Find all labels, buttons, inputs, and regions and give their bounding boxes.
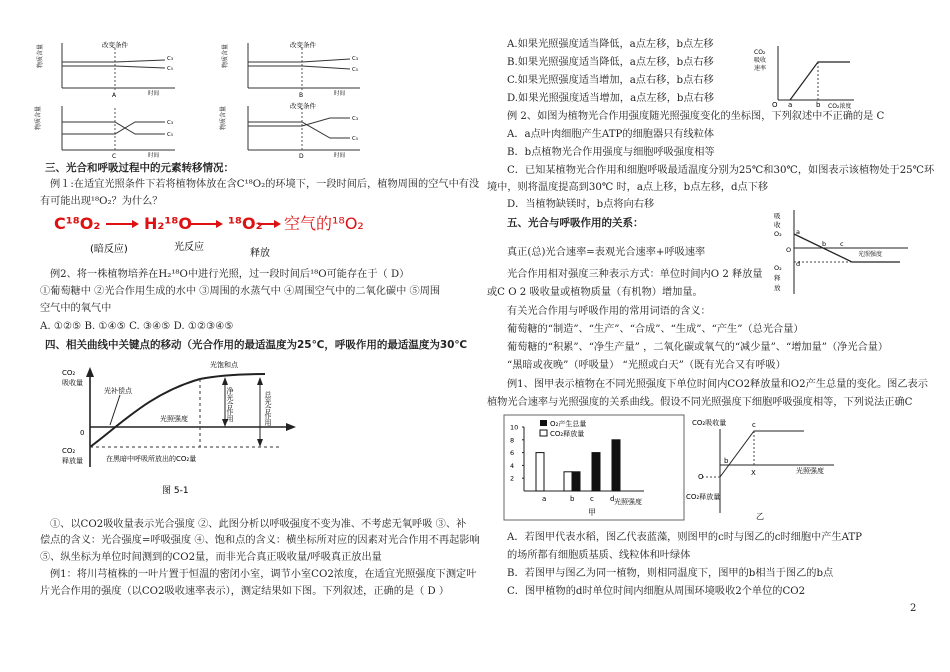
svg-text:X: X [751,469,756,477]
chart-caption: 甲 [588,508,596,517]
figure-1 [36,40,175,99]
example-2-option-a: A．a点叶肉细胞产生ATP的细胞器只有线粒体 [507,129,715,140]
section-5-heading: 五、光合与呼吸作用的关系： [507,217,644,229]
example-2-option-d: D．当植物缺镁时，b点将向右移 [507,199,655,210]
svg-text:¹⁸O₂: ¹⁸O₂ [228,214,263,233]
svg-text:CO₂: CO₂ [62,447,76,455]
bar-o2-b [572,472,580,491]
terms-line-1: 葡萄糖的“制造”、“生产”、“合成”、“生成”、“产生”（总光合量） [507,324,804,335]
page-number: 2 [910,603,917,614]
x-tick-label: d [610,495,615,503]
svg-text:b: b [724,457,729,465]
svg-text:b: b [822,240,827,248]
svg-text:a: a [796,228,800,236]
chart-yi [684,415,844,520]
svg-text:改变条件: 改变条件 [290,41,316,49]
example-1-text: 例１:在适宜光照条件下若将植物体放在含C¹⁸O₂的环境下，一段时间后，植物周围的空气中有没 [50,179,480,190]
answer-a-2: 的场所都有细胞质基质、线粒体和叶绿体 [507,550,691,561]
svg-text:空气的¹⁸O₂: 空气的¹⁸O₂ [284,214,364,233]
svg-text:在黑暗中呼吸所放出的CO₂量: 在黑暗中呼吸所放出的CO₂量 [106,455,197,463]
condition-change-figures [35,38,370,160]
svg-text:C₃: C₃ [167,120,174,126]
svg-text:释放: 释放 [250,248,270,259]
svg-text:O₂: O₂ [774,264,782,272]
x-tick-label: b [570,495,575,503]
svg-text:物质含量: 物质含量 [222,43,229,68]
svg-text:光饱和点: 光饱和点 [210,361,238,369]
svg-text:C₃: C₃ [352,56,359,62]
y-tick-label: 8 [510,436,515,445]
figure-3 [34,106,175,160]
svg-text:速率: 速率 [754,65,767,72]
light-response-curve-figure [60,355,310,500]
chart-xlabel: 光照强度 [614,498,642,506]
svg-text:CO₂: CO₂ [62,369,76,377]
svg-text:CO₂释放量: CO₂释放量 [686,493,721,501]
section-4-heading: 四、相关曲线中关键点的移动（光合作用的最适温度为25℃，呼吸作用的最适温度为30℃ [45,339,468,351]
option-b: B.如果光照强度适当降低，a点左移，b点右移 [507,57,714,68]
svg-text:d: d [796,260,801,268]
y-tick-label: 10 [510,423,519,432]
notes-line-1: ①、以CO2吸收量表示光合强度 ②、此图分析以呼吸强度不变为准、不考虑无氧呼吸 ③、补 [50,519,467,530]
x-tick-label: a [542,495,547,503]
example-2-option-c: C．已知某植物光合作用和细胞呼吸最适温度分别为25℃和30℃，如图表示该植物处于25℃环 [507,165,935,176]
svg-text:图 5-1: 图 5-1 [162,486,189,496]
svg-text:改变条件: 改变条件 [290,102,316,110]
example-1-text-2: 有可能出现¹⁸O₂？为什么？ [40,196,163,207]
o2-light-figure [772,206,912,298]
option-a: A.如果光照强度适当降低，a点左移，b点左移 [507,39,714,50]
svg-text:O₂: O₂ [774,230,782,238]
example-2-option-c-2: 境中，则将温度提高到30℃ 时，a点上移，b点左移，d点下移 [487,182,769,193]
section-3-heading: 三、光合和呼吸过程中的元素转移情况： [45,162,234,174]
svg-text:O: O [772,101,778,109]
formula-text: 真正(总)光合速率=表观光合速率+呼吸速率 [507,247,706,258]
svg-text:CO₂吸收量: CO₂吸收量 [692,419,727,427]
svg-text:光补偿点: 光补偿点 [104,387,132,395]
legend-o2: O₂产生总量 [550,420,587,428]
svg-text:c: c [840,240,844,248]
svg-text:CO₂: CO₂ [754,49,766,56]
svg-text:C₃: C₃ [167,56,174,62]
answer-c: C．图甲植物的d时单位时间内细胞从周围环境吸收2个单位的CO2 [507,586,806,597]
answer-a: A．若图甲代表水稻，图乙代表蓝藻，则图甲的c时与图乙的c时细胞中产生ATP [507,532,863,543]
svg-text:(暗反应): (暗反应) [90,244,128,255]
svg-text:吸: 吸 [774,212,781,220]
y-tick-label: 2 [510,474,515,483]
figure-4 [219,101,360,160]
svg-text:O: O [698,473,704,481]
bar-co2-b [564,472,572,491]
svg-text:物质含量: 物质含量 [35,105,42,130]
svg-text:b: b [816,101,821,109]
svg-text:光照强度: 光照强度 [796,467,824,475]
example-2-options: A. ①②⑤ B. ①④⑤ C. ③④⑤ D. ①②③④⑤ [40,321,234,332]
figure-2 [221,40,360,99]
legend-co2: CO₂释放量 [550,430,585,438]
svg-text:C₃: C₃ [352,116,359,122]
svg-text:C₅: C₅ [167,66,174,72]
x-tick-label: c [590,495,594,503]
example-3-text-2: 片光合作用的强度（以CO2吸收速率表示），测定结果如下图。下列叙述，正确的是（ D ） [40,586,450,597]
svg-text:放: 放 [774,284,781,292]
svg-text:C₅: C₅ [167,132,174,138]
svg-text:A: A [112,92,117,99]
example-2-option-b: B．b点植物光合作用强度与细胞呼吸强度相等 [507,147,715,158]
bar-co2-a [536,453,544,491]
svg-text:时间: 时间 [334,91,346,97]
y-tick-label: 4 [510,461,515,470]
terms-line-2: 葡萄糖的“积累”、“净生产量” ，二氧化碳或氧气的“减少量”、“增加量”（净光合量） [507,342,889,353]
bar-chart-jia [504,415,684,520]
svg-text:时间: 时间 [148,153,160,159]
representation-text-2: 或C O 2 吸收量或植物质量（有机物）增加量。 [487,287,703,298]
svg-text:C¹⁸O₂: C¹⁸O₂ [54,214,101,233]
terms-line-3: “黑暗或夜晚”（呼吸量） “光照或白天”（既有光合又有呼吸） [507,360,786,371]
svg-text:物质含量: 物质含量 [37,43,44,68]
svg-text:O: O [786,246,792,254]
representation-text: 光合作用相对强度三种表示方式：单位时间内O 2 释放量 [507,269,763,280]
svg-text:吸收: 吸收 [754,57,767,64]
svg-text:时间: 时间 [334,153,346,159]
oxygen-transfer-diagram [40,212,380,262]
svg-text:H₂¹⁸O: H₂¹⁸O [144,214,193,233]
example-1-right-2: 植物光合速率与光照强度的关系曲线。假设不同光照强度下细胞呼吸强度相等，下列说法正确C [487,397,913,408]
svg-text:乙: 乙 [756,512,764,521]
svg-text:改变条件: 改变条件 [102,41,128,49]
terms-title: 有关光合作用与呼吸作用的常用词语的含义： [507,306,711,317]
example-3-text: 例1：将川芎植株的一叶片置于恒温的密闭小室，调节小室CO2浓度，在适宜光照强度下测定叶 [50,569,477,580]
svg-text:释放量: 释放量 [62,457,83,465]
svg-text:B: B [299,92,304,99]
svg-text:c: c [752,421,756,429]
svg-text:C₅: C₅ [352,136,359,142]
svg-text:0: 0 [80,429,85,437]
example-2-text: 例2、将一株植物培养在H₂¹⁸O中进行光照，过一段时间后¹⁸O可能存在于（ D） [50,269,410,280]
svg-text:释: 释 [774,274,781,282]
svg-text:收: 收 [774,221,781,229]
option-d: D.如果光照强度适当增加，a点左移，b点右移 [507,93,715,104]
bar-o2-c [592,453,600,491]
svg-text:总光合作用: 总光合作用 [264,391,272,426]
example-1-right: 例1、图甲表示植物在不同光照强度下单位时间内CO2释放量和O2产生总量的变化。图乙表示 [507,379,928,390]
notes-line-2: 偿点的含义：光合强度=呼吸强度 ④、饱和点的含义：横坐标所对应的因素对光合作用不再起影响 [40,535,480,546]
option-c: C.如果光照强度适当增加，a点右移，b点右移 [507,75,714,86]
svg-text:C: C [112,153,117,160]
co2-concentration-figure [750,44,860,108]
svg-text:D: D [299,153,304,160]
example-2-right: 例 2、如图为植物光合作用强度随光照强度变化的坐标图，下列叙述中不正确的是 C [507,111,885,122]
svg-text:吸收量: 吸收量 [62,379,83,387]
svg-text:C₅: C₅ [352,67,359,73]
svg-text:净光合作用: 净光合作用 [226,387,234,422]
example-2-text-3: 空气中的氧气中 [40,303,112,314]
svg-text:物质含量: 物质含量 [220,105,227,130]
svg-text:a: a [788,101,793,109]
svg-text:光反应: 光反应 [174,242,204,253]
svg-text:光照强度: 光照强度 [858,251,883,258]
svg-text:光照强度: 光照强度 [160,415,188,423]
bar-o2-d [612,440,620,491]
svg-text:CO₂浓度: CO₂浓度 [828,103,852,110]
y-tick-label: 6 [510,449,515,458]
svg-text:时间: 时间 [148,91,160,97]
example-2-text-2: ①葡萄糖中 ②光合作用生成的水中 ③周围的水蒸气中 ④周围空气中的二氧化碳中 ⑤周围 [40,286,441,297]
notes-line-3: ⑤、纵坐标为单位时间测到的CO2量，而非光合真正吸收量/呼吸真正放出量 [40,552,382,563]
answer-b: B．若图甲与图乙为同一植物，则相同温度下，图甲的b相当于图乙的b点 [507,568,834,579]
